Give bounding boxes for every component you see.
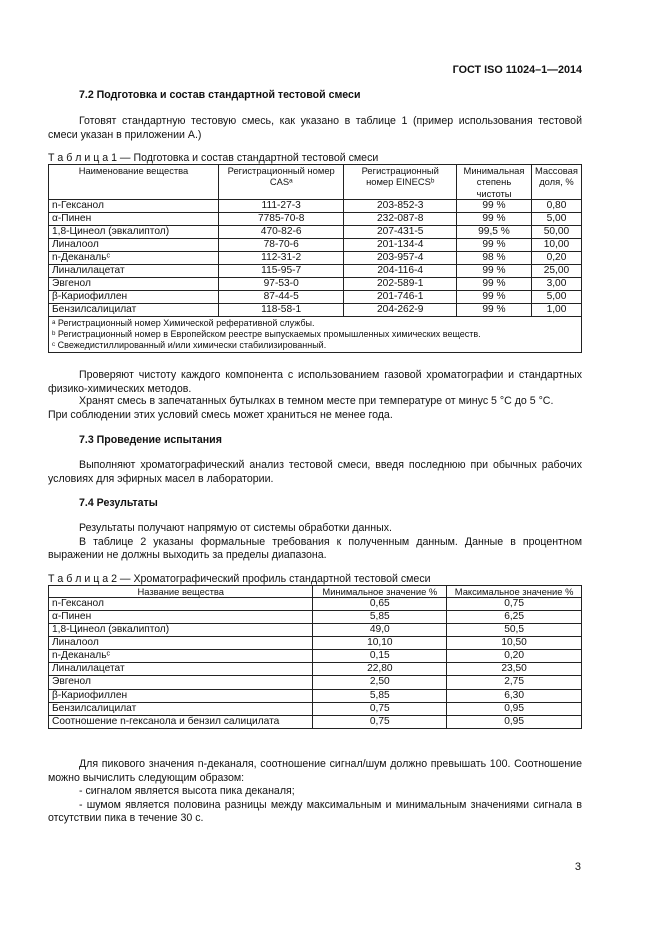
table-cell: 23,50: [447, 663, 582, 676]
table-cell: 204-116-4: [344, 265, 457, 278]
table-cell: Линалилацетат: [49, 265, 219, 278]
paragraph: Готовят стандартную тестовую смесь, как указано в таблице 1 (пример использования тестовой смеси указан в приложении А.): [48, 115, 582, 141]
table-cell: 0,15: [313, 650, 447, 663]
table-cell: n-Деканальᶜ: [49, 251, 219, 264]
table-row: [49, 637, 582, 650]
table-row: [49, 624, 582, 637]
table-row: [49, 611, 582, 624]
table-row: [49, 304, 582, 317]
table-cell: 10,10: [313, 637, 447, 650]
table-cell: 10,00: [531, 238, 581, 251]
table-cell: β-Кариофиллен: [49, 291, 219, 304]
table-cell: 6,30: [447, 689, 582, 702]
table-cell: 5,00: [531, 212, 581, 225]
table-row: [49, 212, 582, 225]
table-cell: α-Пинен: [49, 611, 313, 624]
table-cell: 6,25: [447, 611, 582, 624]
table-row: [49, 702, 582, 715]
table-notes: [49, 317, 582, 353]
table-cell: 22,80: [313, 663, 447, 676]
paragraph-line: При соблюдении этих условий смесь может храниться не менее года.: [48, 408, 393, 421]
table-cell: 203-852-3: [344, 199, 457, 212]
table-row: [49, 251, 582, 264]
section-7-2: [48, 89, 582, 103]
table-row: [49, 598, 582, 611]
table-cell: 99 %: [457, 304, 532, 317]
table-cell: 0,75: [313, 702, 447, 715]
section-7-4: [48, 497, 582, 511]
list-item: - сигналом является высота пика деканаля;: [79, 785, 295, 798]
table-header-cell: Минимальная степень чистоты: [457, 165, 532, 200]
table-row: [49, 676, 582, 689]
table-cell: 0,20: [531, 251, 581, 264]
section-title: 7.2 Подготовка и состав стандартной тестовой смеси: [79, 89, 361, 101]
table-cell: 1,8-Цинеол (эвкалиптол): [49, 624, 313, 637]
paragraph: Проверяют чистоту каждого компонента с использованием газовой хроматографии и стандартных физико-химических методов.: [48, 369, 582, 395]
table-cell: 99 %: [457, 199, 532, 212]
table-row: [49, 291, 582, 304]
table-cell: 112-31-2: [218, 251, 343, 264]
table-cell: 204-262-9: [344, 304, 457, 317]
table-cell: Соотношение n-гексанола и бензил салицилата: [49, 715, 313, 728]
final-paragraph-block: [48, 758, 582, 826]
paragraph: Для пикового значения n-деканаля, соотношение сигнал/шум должно превышать 100. Соотношение можно вычислить следующим образом:: [48, 758, 582, 784]
table-cell: 3,00: [531, 278, 581, 291]
table-cell: Бензилсалицилат: [49, 702, 313, 715]
table-cell: 111-27-3: [218, 199, 343, 212]
table-cell: β-Кариофиллен: [49, 689, 313, 702]
table-cell: Линалилацетат: [49, 663, 313, 676]
table-cell: n-Деканальᶜ: [49, 650, 313, 663]
paragraph: В таблице 2 указаны формальные требования к полученным данным. Данные в процентном выражении не должны выходить за пределы диапазона.: [48, 535, 582, 562]
document-header: ГОСТ ISO 11024–1—2014: [452, 64, 582, 76]
table-cell: 1,00: [531, 304, 581, 317]
table-note: ᵃ Регистрационный номер Химической реферативной службы.: [52, 318, 315, 329]
table-cell: 201-134-4: [344, 238, 457, 251]
table-row: [49, 278, 582, 291]
table-cell: Бензилсалицилат: [49, 304, 219, 317]
table-cell: 0,75: [313, 715, 447, 728]
table-cell: 99,5 %: [457, 225, 532, 238]
table-cell: n-Гексанол: [49, 199, 219, 212]
table-cell: Эвгенол: [49, 278, 219, 291]
table-cell: 99 %: [457, 212, 532, 225]
table-cell: 5,85: [313, 611, 447, 624]
table-cell: 202-589-1: [344, 278, 457, 291]
table-cell: 470-82-6: [218, 225, 343, 238]
section-7-2-paragraph-block: [48, 115, 582, 142]
table-header-cell: Минимальное значение %: [313, 586, 447, 598]
table-row: [49, 238, 582, 251]
table-cell: 232-087-8: [344, 212, 457, 225]
table-cell: n-Гексанол: [49, 598, 313, 611]
table-cell: 7785-70-8: [218, 212, 343, 225]
table1-caption: Т а б л и ц а 1 — Подготовка и состав стандартной тестовой смеси: [48, 152, 379, 164]
table-cell: 50,5: [447, 624, 582, 637]
table-header-cell: Регистрационный номер CASᵃ: [218, 165, 343, 200]
table-row: [49, 689, 582, 702]
table-cell: Линалоол: [49, 238, 219, 251]
table-note: ᶜ Свежедистиллированный и/или химически стабилизированный.: [52, 340, 327, 351]
paragraph-line: Результаты получают напрямую от системы обработки данных.: [79, 522, 392, 534]
table-cell: 49,0: [313, 624, 447, 637]
list-item: - шумом является половина разницы между максимальным и минимальным значениями сигнала в отсутствии пика в течение 30 с.: [48, 798, 582, 825]
table-row: [49, 650, 582, 663]
table-note: ᵇ Регистрационный номер в Европейском реестре выпускаемых промышленных химических веществ.: [52, 329, 481, 340]
table-cell: 0,95: [447, 702, 582, 715]
table-cell: 2,50: [313, 676, 447, 689]
table-cell: 0,95: [447, 715, 582, 728]
table-header-cell: Название вещества: [49, 586, 313, 598]
table-notes-row: [49, 317, 582, 353]
paragraph-line: Хранят смесь в запечатанных бутылках в темном месте при температуре от минус 5 °С до 5 °С.: [79, 395, 554, 407]
table-cell: Эвгенол: [49, 676, 313, 689]
table-row: [49, 225, 582, 238]
table-cell: 0,20: [447, 650, 582, 663]
table-cell: 118-58-1: [218, 304, 343, 317]
section-7-3: [48, 434, 582, 448]
table-cell: 25,00: [531, 265, 581, 278]
table-row: [49, 265, 582, 278]
page-number: 3: [574, 861, 581, 873]
table-cell: 99 %: [457, 238, 532, 251]
table2: [48, 585, 582, 729]
table-cell: 50,00: [531, 225, 581, 238]
paragraph: Выполняют хроматографический анализ тестовой смеси, введя последнюю при обычных рабочих условиях для эфирных масел в лаборатории.: [48, 459, 582, 485]
table-cell: 98 %: [457, 251, 532, 264]
table-cell: 0,75: [447, 598, 582, 611]
table-header-cell: Регистрационный номер EINECSᵇ: [344, 165, 457, 200]
table-header-row: [49, 165, 582, 200]
table2-caption: Т а б л и ц а 2 — Хроматографический профиль стандартной тестовой смеси: [48, 573, 431, 585]
table-header-cell: Максимальное значение %: [447, 586, 582, 598]
section-title: 7.4 Результаты: [79, 497, 158, 509]
table-cell: 99 %: [457, 278, 532, 291]
storage-paragraph-block: [48, 395, 582, 422]
table-header-row: [49, 586, 582, 598]
table-cell: 203-957-4: [344, 251, 457, 264]
table-cell: 115-95-7: [218, 265, 343, 278]
table-cell: 207-431-5: [344, 225, 457, 238]
table-cell: 99 %: [457, 291, 532, 304]
table-cell: 0,80: [531, 199, 581, 212]
table-cell: 5,00: [531, 291, 581, 304]
table-cell: 10,50: [447, 637, 582, 650]
table-cell: 87-44-5: [218, 291, 343, 304]
table-header-cell: Массовая доля, %: [531, 165, 581, 200]
table-cell: Линалоол: [49, 637, 313, 650]
table-cell: 2,75: [447, 676, 582, 689]
table-row: [49, 199, 582, 212]
table-cell: 1,8-Цинеол (эвкалиптол): [49, 225, 219, 238]
table-cell: 97-53-0: [218, 278, 343, 291]
check-paragraph-block: [48, 369, 582, 396]
table-cell: 0,65: [313, 598, 447, 611]
section-7-3-paragraph-block: [48, 459, 582, 486]
table-row: [49, 663, 582, 676]
table-cell: 78-70-6: [218, 238, 343, 251]
section-title: 7.3 Проведение испытания: [79, 434, 222, 446]
table-header-cell: Наименование вещества: [49, 165, 219, 200]
section-7-4-paragraph-block: [48, 522, 582, 563]
table-cell: 201-746-1: [344, 291, 457, 304]
table-cell: 99 %: [457, 265, 532, 278]
table-cell: 5,85: [313, 689, 447, 702]
table1: [48, 164, 582, 353]
table-row: [49, 715, 582, 728]
table-cell: α-Пинен: [49, 212, 219, 225]
